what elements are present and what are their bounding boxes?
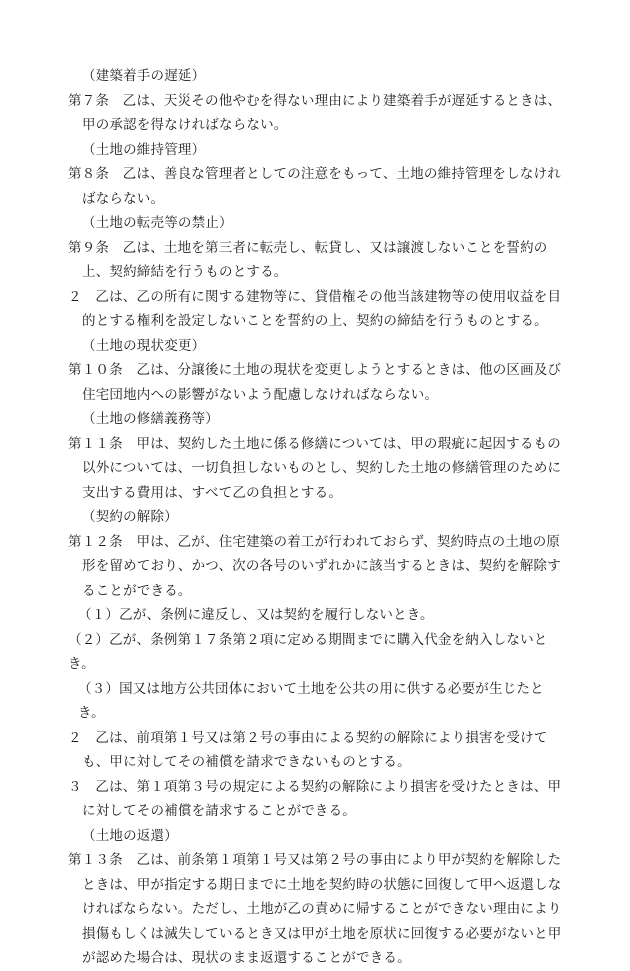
contract-document (68, 64, 570, 971)
list-item: （２）乙が、条例第１７条第２項に定める期間までに購入代金を納入しないとき。 (68, 631, 548, 672)
article-paragraph: 第８条 乙は、善良な管理者としての注意をもって、土地の維持管理をしなければならない。 (68, 166, 561, 207)
article-heading: （土地の現状変更） (82, 337, 206, 354)
article-heading: （建築着手の遅延） (82, 68, 206, 84)
list-item: （１）乙が、条例に違反し、又は契約を履行しないとき。 (78, 607, 434, 623)
article-heading: （土地の返還） (82, 827, 178, 844)
article-paragraph: 第１３条 乙は、前条第１項第１号又は第２号の事由により甲が契約を解除したときは、甲が指定する期日までに土地を契約時の状態に回復して甲へ返還しなければならない。ただし、土地が乙の責めに帰することができない理由により損傷もしくは滅失しているとき又は甲が土地を原状に回復する必要がないと甲が認めた場合は、現状のまま返還することができる。 (68, 852, 562, 966)
article-heading: （土地の転売等の禁止） (82, 215, 233, 231)
article-paragraph: 第１０条 乙は、分譲後に土地の現状を変更しようとするときは、他の区画及び住宅団地内への影響がないよう配慮しなければならない。 (68, 362, 562, 403)
article-paragraph: ３ 乙は、第１項第３号の規定による契約の解除により損害を受けたときは、甲に対してその補償を請求することができる。 (68, 778, 562, 819)
article-paragraph: 第７条 乙は、天災その他やむを得ない理由により建築着手が遅延するときは、甲の承認を得なければならない。 (68, 92, 562, 133)
article-paragraph: 第１２条 甲は、乙が、住宅建築の着工が行われておらず、契約時点の土地の原形を留めており、かつ、次の各号のいずれかに該当するときは、契約を解除することができる。 (68, 533, 561, 599)
article-paragraph: 第９条 乙は、土地を第三者に転売し、転貸し、又は譲渡しないことを誓約の上、契約締結を行うものとする。 (68, 239, 548, 280)
article-heading: （契約の解除） (82, 509, 178, 525)
article-heading: （土地の修繕義務等） (82, 411, 219, 427)
article-heading: （土地の維持管理） (82, 141, 206, 158)
list-item: （３）国又は地方公共団体において土地を公共の用に供する必要が生じたとき。 (78, 680, 544, 721)
article-paragraph: ２ 乙は、前項第１号又は第２号の事由による契約の解除により損害を受けても、甲に対してその補償を請求できないものとする。 (68, 729, 548, 770)
article-paragraph: 第１１条 甲は、契約した土地に係る修繕については、甲の瑕疵に起因するもの以外については、一切負担しないものとし、契約した土地の修繕管理のために支出する費用は、すべて乙の負担とする。 (68, 435, 562, 501)
article-paragraph: ２ 乙は、乙の所有に関する建物等に、貸借権その他当該建物等の使用収益を目的とする権利を設定しないことを誓約の上、契約の締結を行うものとする。 (68, 288, 562, 329)
